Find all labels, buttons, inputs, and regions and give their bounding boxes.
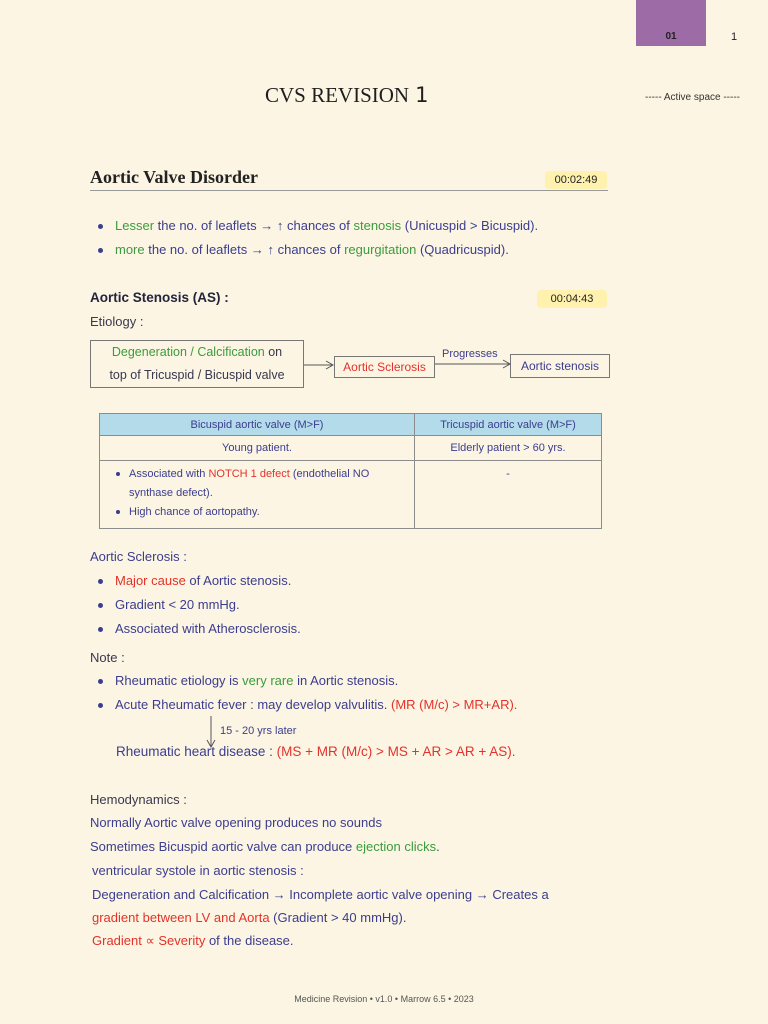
table-row bbox=[100, 436, 602, 461]
rheumatic-heart-disease-line bbox=[116, 744, 516, 760]
table-list-item bbox=[100, 504, 260, 520]
list-item-text: Acute Rheumatic fever : may develop valvulitis. bbox=[115, 697, 392, 712]
list-item-text: in Aortic stenosis. bbox=[293, 673, 399, 688]
flow-arrow-label: Progresses bbox=[442, 348, 498, 360]
table-list-text: synthase defect). bbox=[129, 487, 213, 499]
highlight-text: more bbox=[115, 242, 145, 257]
tricuspid-features-cell bbox=[415, 461, 602, 529]
bullet-icon bbox=[116, 472, 120, 476]
list-item-text: (Unicuspid > Bicuspid). bbox=[401, 218, 539, 233]
text-line bbox=[90, 815, 382, 831]
list-item bbox=[98, 597, 240, 613]
subsection-heading: Aortic Sclerosis : bbox=[90, 549, 187, 564]
page-tab bbox=[636, 0, 706, 46]
text-line bbox=[92, 910, 406, 926]
active-space-label: ----- Active space ----- bbox=[645, 92, 740, 103]
table-list-item-continued bbox=[100, 485, 213, 501]
list-item bbox=[98, 218, 538, 234]
flow-box-degeneration bbox=[90, 340, 304, 388]
line-text: Sometimes Bicuspid aortic valve can produce bbox=[90, 839, 356, 854]
line-text: ventricular systole in aortic stenosis : bbox=[92, 863, 304, 878]
bullet-icon bbox=[98, 224, 103, 229]
section-heading: Aortic Valve Disorder bbox=[90, 167, 258, 187]
highlight-text: Degeneration / Calcification bbox=[111, 345, 265, 359]
flow-box-aortic-sclerosis: Aortic Sclerosis bbox=[334, 356, 435, 378]
highlight-text: Major cause bbox=[115, 573, 186, 588]
text-line bbox=[92, 887, 549, 903]
highlight-text: Gradient ∝ Severity bbox=[92, 933, 206, 948]
line-text: . bbox=[436, 839, 440, 854]
page-title-text: CVS REVISION bbox=[265, 83, 410, 107]
highlight-text: Lesser bbox=[115, 218, 155, 233]
line-text: of the disease. bbox=[205, 933, 294, 948]
hemodynamics-heading: Hemodynamics : bbox=[90, 792, 187, 807]
table-row bbox=[100, 461, 602, 529]
bullet-icon bbox=[98, 579, 103, 584]
list-item-text: Gradient < 20 mmHg. bbox=[115, 597, 240, 612]
bullet-icon bbox=[98, 603, 103, 608]
list-item bbox=[98, 697, 517, 713]
etiology-label: Etiology : bbox=[90, 314, 144, 329]
arrow-down-to-rheumatic-heart-disease bbox=[207, 716, 215, 747]
table-cell-text: - bbox=[506, 468, 510, 480]
highlight-text: regurgitation bbox=[344, 242, 417, 257]
highlight-text: (MS + MR (M/c) > MS + AR > AR + AS). bbox=[276, 744, 516, 759]
table-cell: Elderly patient > 60 yrs. bbox=[415, 436, 602, 461]
highlight-text: NOTCH 1 defect bbox=[208, 468, 290, 480]
page-title-number: 1 bbox=[415, 83, 429, 107]
list-item bbox=[98, 242, 509, 258]
page-title bbox=[265, 82, 428, 108]
text-line bbox=[90, 839, 440, 855]
bullet-icon bbox=[98, 248, 103, 253]
interval-label: 15 - 20 yrs later bbox=[220, 725, 297, 737]
flow-box-line bbox=[91, 341, 303, 364]
line-text: Degeneration and Calcification → Incomplete aortic valve opening → Creates a bbox=[92, 887, 549, 902]
line-text: (Gradient > 40 mmHg). bbox=[269, 910, 407, 925]
flow-box-text: on bbox=[264, 345, 283, 359]
table-header-row bbox=[100, 414, 602, 436]
list-item-text: of Aortic stenosis. bbox=[185, 573, 292, 588]
table-list-item bbox=[100, 466, 369, 482]
highlight-text: very rare bbox=[242, 673, 294, 688]
valve-comparison-table bbox=[99, 413, 602, 529]
table-cell: Young patient. bbox=[100, 436, 415, 461]
heading-underline bbox=[90, 190, 608, 191]
highlight-text: gradient between LV and Aorta bbox=[92, 910, 270, 925]
list-item bbox=[98, 573, 291, 589]
table-list-text: Associated with bbox=[129, 468, 209, 480]
line-text: Normally Aortic valve opening produces no sounds bbox=[90, 815, 382, 830]
bicuspid-features-cell bbox=[100, 461, 415, 529]
list-item-text: the no. of leaflets → ↑ chances of bbox=[154, 218, 354, 233]
highlight-text: (MR (M/c) > MR+AR). bbox=[391, 697, 518, 712]
bullet-icon bbox=[116, 510, 120, 514]
highlight-text: stenosis bbox=[353, 218, 402, 233]
page-footer: Medicine Revision • v1.0 • Marrow 6.5 • 2023 bbox=[294, 994, 474, 1004]
timestamp-badge[interactable]: 00:04:43 bbox=[537, 290, 607, 308]
subsection-heading: Aortic Stenosis (AS) : bbox=[90, 290, 229, 305]
bullet-icon bbox=[98, 703, 103, 708]
table-header-cell: Bicuspid aortic valve (M>F) bbox=[100, 414, 415, 436]
list-item-text: the no. of leaflets → ↑ chances of bbox=[144, 242, 345, 257]
list-item-text: (Quadricuspid). bbox=[416, 242, 509, 257]
bullet-icon bbox=[98, 679, 103, 684]
table-header-cell: Tricuspid aortic valve (M>F) bbox=[415, 414, 602, 436]
highlight-text: ejection clicks bbox=[355, 839, 437, 854]
page-number: 1 bbox=[731, 31, 738, 43]
timestamp-badge[interactable]: 00:02:49 bbox=[545, 171, 607, 189]
list-item bbox=[98, 673, 398, 689]
list-item-text: Rheumatic etiology is bbox=[115, 673, 243, 688]
page-tab-label: 01 bbox=[665, 31, 677, 42]
flow-box-line: top of Tricuspid / Bicuspid valve bbox=[109, 368, 285, 382]
flow-box-aortic-stenosis: Aortic stenosis bbox=[510, 354, 610, 378]
rhd-text: Rheumatic heart disease : bbox=[116, 744, 277, 759]
table-list-text: (endothelial NO bbox=[289, 468, 370, 480]
list-item bbox=[98, 621, 301, 637]
note-heading: Note : bbox=[90, 650, 125, 665]
table-list-text: High chance of aortopathy. bbox=[129, 506, 260, 518]
text-line bbox=[92, 933, 294, 949]
arrow-progresses-to-aortic-stenosis bbox=[435, 360, 510, 368]
list-item-text: Associated with Atherosclerosis. bbox=[115, 621, 301, 636]
arrow-to-aortic-sclerosis bbox=[304, 361, 333, 369]
text-line bbox=[92, 863, 304, 879]
bullet-icon bbox=[98, 627, 103, 632]
